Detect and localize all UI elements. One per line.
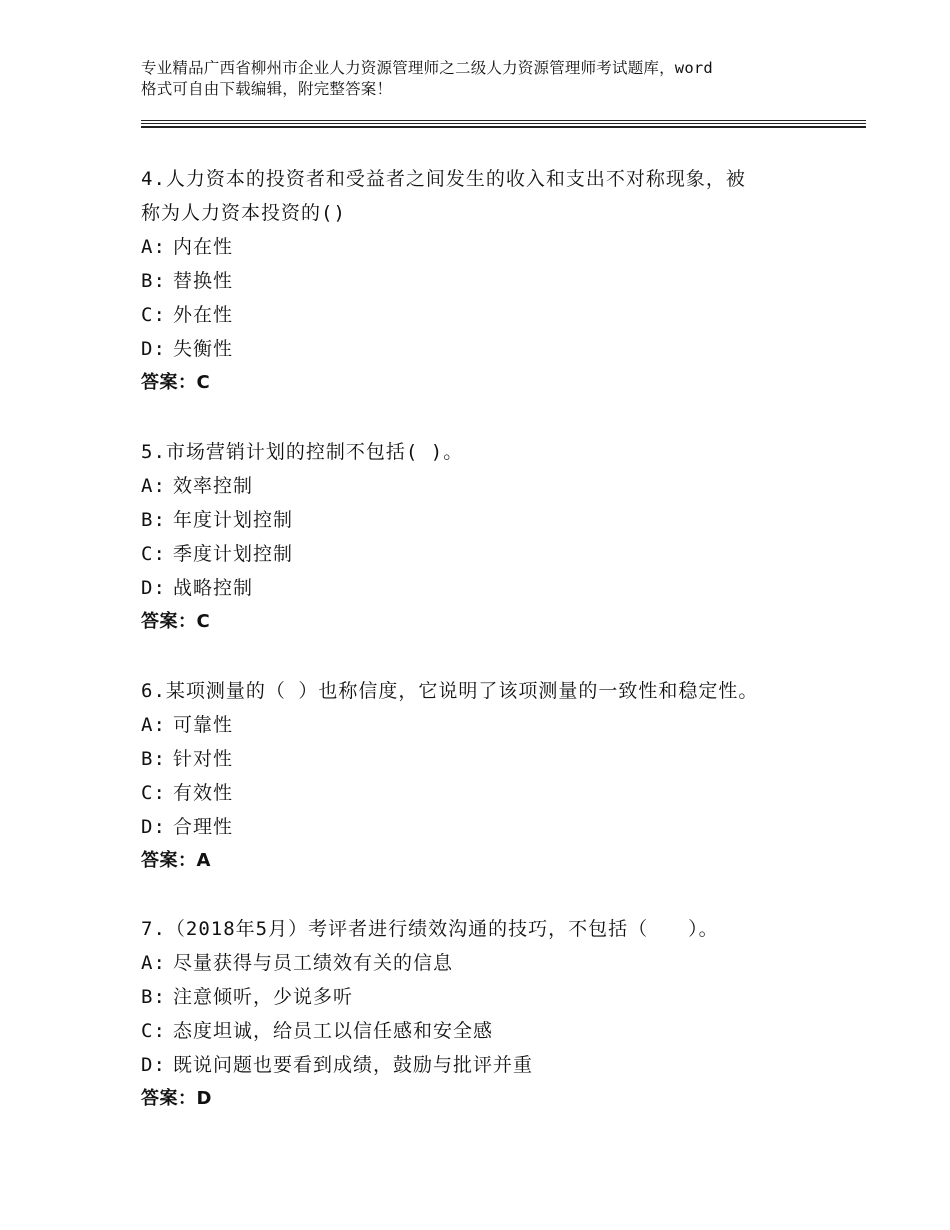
- header-line-1: 专业精品广西省柳州市企业人力资源管理师之二级人力资源管理师考试题库，word: [141, 59, 713, 77]
- answer-label: 答案：D: [141, 1088, 212, 1109]
- option-text: 季度计划控制: [173, 543, 294, 565]
- option-text: 合理性: [173, 816, 234, 838]
- option-key: D:: [141, 338, 166, 360]
- option-key: C:: [141, 1020, 166, 1042]
- option-text: 态度坦诚，给员工以信任感和安全感: [173, 1020, 494, 1042]
- option-key: D:: [141, 816, 166, 838]
- option-c: [141, 1014, 831, 1048]
- document-header: [141, 58, 841, 100]
- option-d: [141, 571, 831, 605]
- option-text: 效率控制: [173, 475, 254, 497]
- option-text: 既说问题也要看到成绩，鼓励与批评并重: [173, 1054, 534, 1076]
- option-c: [141, 537, 831, 571]
- option-b: [141, 264, 831, 298]
- option-a: [141, 946, 831, 980]
- option-b: [141, 503, 831, 537]
- header-rule-bottom: [141, 126, 866, 128]
- option-a: [141, 708, 831, 742]
- question-stem: 5.市场营销计划的控制不包括( )。: [141, 441, 464, 463]
- option-key: B:: [141, 270, 166, 292]
- header-line-2: 格式可自由下载编辑，附完整答案！: [141, 80, 393, 98]
- question-5: [141, 435, 831, 639]
- option-key: A:: [141, 236, 166, 258]
- option-c: [141, 298, 831, 332]
- answer-label: 答案：A: [141, 850, 211, 871]
- option-key: D:: [141, 577, 166, 599]
- header-rule-middle: [141, 123, 866, 124]
- option-d: [141, 1048, 831, 1082]
- option-text: 失衡性: [173, 338, 234, 360]
- question-7: [141, 912, 831, 1116]
- option-key: B:: [141, 748, 166, 770]
- option-key: C:: [141, 543, 166, 565]
- option-text: 内在性: [173, 236, 234, 258]
- option-text: 替换性: [173, 270, 234, 292]
- option-text: 战略控制: [173, 577, 254, 599]
- option-key: C:: [141, 782, 166, 804]
- option-key: A:: [141, 475, 166, 497]
- option-key: B:: [141, 986, 166, 1008]
- option-d: [141, 810, 831, 844]
- question-6: [141, 674, 831, 878]
- option-b: [141, 980, 831, 1014]
- option-text: 针对性: [173, 748, 234, 770]
- option-b: [141, 742, 831, 776]
- option-key: B:: [141, 509, 166, 531]
- question-stem: 6.某项测量的（ ）也称信度，它说明了该项测量的一致性和稳定性。: [141, 680, 759, 702]
- answer-label: 答案：C: [141, 372, 211, 393]
- header-rule-top: [141, 120, 866, 121]
- option-key: C:: [141, 304, 166, 326]
- question-stem-continued: 称为人力资本投资的(): [141, 202, 346, 224]
- option-text: 尽量获得与员工绩效有关的信息: [173, 952, 454, 974]
- option-key: D:: [141, 1054, 166, 1076]
- question-4: [141, 162, 831, 400]
- question-stem: 4.人力资本的投资者和受益者之间发生的收入和支出不对称现象，被: [141, 168, 746, 190]
- option-key: A:: [141, 714, 166, 736]
- option-text: 有效性: [173, 782, 234, 804]
- option-text: 年度计划控制: [173, 509, 294, 531]
- answer-label: 答案：C: [141, 611, 211, 632]
- option-text: 注意倾听，少说多听: [173, 986, 354, 1008]
- option-key: A:: [141, 952, 166, 974]
- option-d: [141, 332, 831, 366]
- question-stem: 7.（2018年5月）考评者进行绩效沟通的技巧，不包括（ ）。: [141, 918, 719, 940]
- option-text: 可靠性: [173, 714, 234, 736]
- option-a: [141, 230, 831, 264]
- option-text: 外在性: [173, 304, 234, 326]
- option-a: [141, 469, 831, 503]
- option-c: [141, 776, 831, 810]
